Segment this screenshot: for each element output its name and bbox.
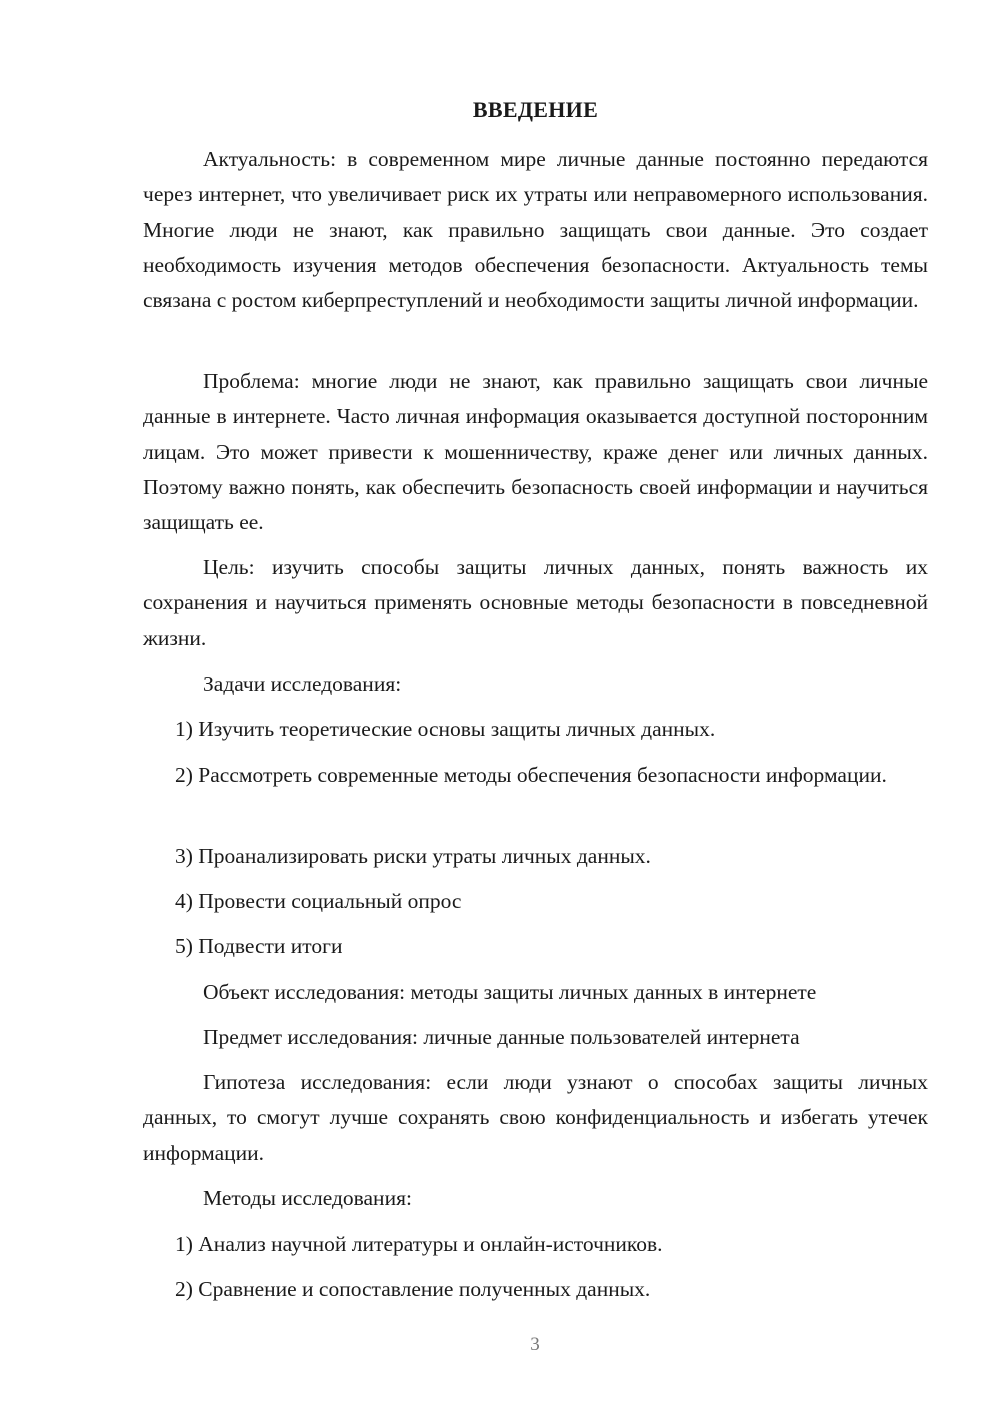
paragraph-problem: Проблема: многие люди не знают, как правильно защищать свои личные данные в интернете. Часто личная информация оказывается доступной посторонним лицам. Это может привести к мошенничеству, краже денег или личных данных. Поэтому важно понять, как обеспечить безопасность своей информации и научиться защищать ее. <box>143 369 928 535</box>
paragraph-hypothesis: Гипотеза исследования: если люди узнают о способах защиты личных данных, то смогут лучше сохранять свою конфиденциальность и избегать утечек информации. <box>143 1070 928 1165</box>
paragraph-object: Объект исследования: методы защиты личных данных в интернете <box>203 980 817 1004</box>
tasks-heading: Задачи исследования: <box>203 672 402 696</box>
page-title: ВВЕДЕНИЕ <box>472 97 599 122</box>
task-item-4: 4) Провести социальный опрос <box>175 889 462 913</box>
task-item-5: 5) Подвести итоги <box>175 934 343 958</box>
task-item-3: 3) Проанализировать риски утраты личных данных. <box>175 844 651 868</box>
task-item-2: 2) Рассмотреть современные методы обеспечения безопасности информации. <box>175 763 887 787</box>
paragraph-goal: Цель: изучить способы защиты личных данных, понять важность их сохранения и научиться применять основные методы безопасности в повседневной жизни. <box>143 555 928 650</box>
method-item-2: 2) Сравнение и сопоставление полученных данных. <box>175 1277 651 1301</box>
page-number: 3 <box>530 1334 540 1355</box>
task-item-1: 1) Изучить теоретические основы защиты личных данных. <box>175 717 716 741</box>
method-item-1: 1) Анализ научной литературы и онлайн-источников. <box>175 1232 663 1256</box>
paragraph-relevance: Актуальность: в современном мире личные данные постоянно передаются через интернет, что увеличивает риск их утраты или неправомерного использования. Многие люди не знают, как правильно защищать свои данные. Это создает необходимость изучения методов обеспечения безопасности. Актуальность темы связана с ростом киберпреступлений и необходимости защиты личной информации. <box>143 147 928 313</box>
methods-heading: Методы исследования: <box>203 1186 412 1210</box>
paragraph-subject: Предмет исследования: личные данные пользователей интернета <box>203 1025 800 1049</box>
